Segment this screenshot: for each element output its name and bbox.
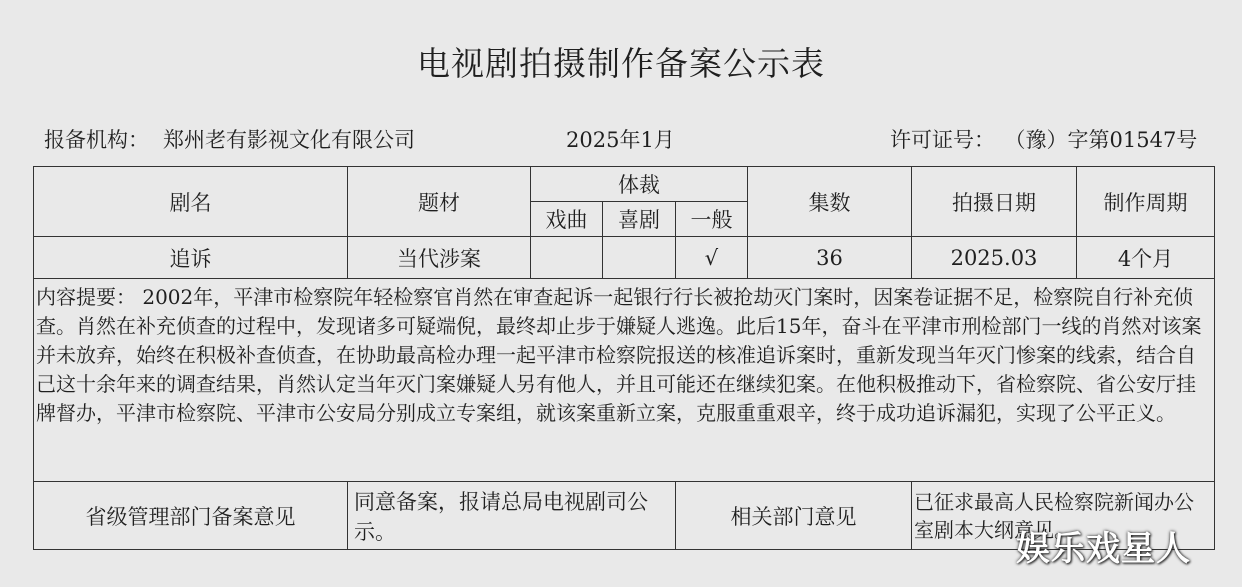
header-name: 剧名 <box>34 167 348 237</box>
cell-episodes: 36 <box>748 237 912 279</box>
header-genre-opera: 戏曲 <box>531 202 603 237</box>
filing-table <box>33 166 1215 550</box>
header-subject: 题材 <box>348 167 531 237</box>
cell-shoot-date: 2025.03 <box>912 237 1077 279</box>
watermark: 娱乐戏星人 <box>1016 529 1191 569</box>
license-number: （豫）字第01547号 <box>1015 128 1198 152</box>
page-title: 电视剧拍摄制作备案公示表 <box>417 44 825 83</box>
header-episodes: 集数 <box>748 167 912 237</box>
provincial-opinion: 同意备案，报请总局电视剧司公示。 <box>348 482 676 550</box>
table-row <box>34 237 1215 279</box>
cell-cycle: 4个月 <box>1077 237 1215 279</box>
header-genre-general: 一般 <box>676 202 748 237</box>
cell-comedy <box>603 237 676 279</box>
cell-name: 追诉 <box>34 237 348 279</box>
license-line <box>890 124 1197 154</box>
dept-opinion-label: 相关部门意见 <box>676 482 912 550</box>
header-shoot-date: 拍摄日期 <box>912 167 1077 237</box>
cell-subject: 当代涉案 <box>348 237 531 279</box>
header-genre: 体裁 <box>531 167 748 202</box>
header-genre-comedy: 喜剧 <box>603 202 676 237</box>
cell-opera <box>531 237 603 279</box>
org-line <box>44 124 415 154</box>
header-cycle: 制作周期 <box>1077 167 1215 237</box>
cell-general-check: √ <box>676 237 748 279</box>
dept-opinion: 已征求最高人民检察院新闻办公室剧本大纲意见。 <box>912 482 1215 550</box>
org-name: 郑州老有影视文化有限公司 <box>163 128 415 152</box>
content-summary: 内容提要： 2002年，平津市检察院年轻检察官肖然在审查起诉一起银行行长被抢劫灭门案时，因案卷证据不足，检察院自行补充侦查。肖然在补充侦查的过程中，发现诸多可疑端倪，最终却止步于嫌疑人逃逸。此后15年，奋斗在平津市刑检部门一线的肖然对该案并未放弃，始终在积极补查侦查，在协助最高检办理一起平津市检察院报送的核准追诉案时，重新发现当年灭门惨案的线索，结合自己这十余年来的调查结果，肖然认定当年灭门案嫌疑人另有他人，并且可能还在继续犯案。在他积极推动下，省检察院、省公安厅挂牌督办，平津市检察院、平津市公安局分别成立专案组，就该案重新立案，克服重重艰辛，终于成功追诉漏犯，实现了公平正义。 <box>34 279 1215 482</box>
org-label: 报备机构： <box>44 128 149 152</box>
filing-date: 2025年1月 <box>566 128 675 152</box>
provincial-opinion-label: 省级管理部门备案意见 <box>34 482 348 550</box>
license-label: 许可证号： <box>890 128 995 152</box>
